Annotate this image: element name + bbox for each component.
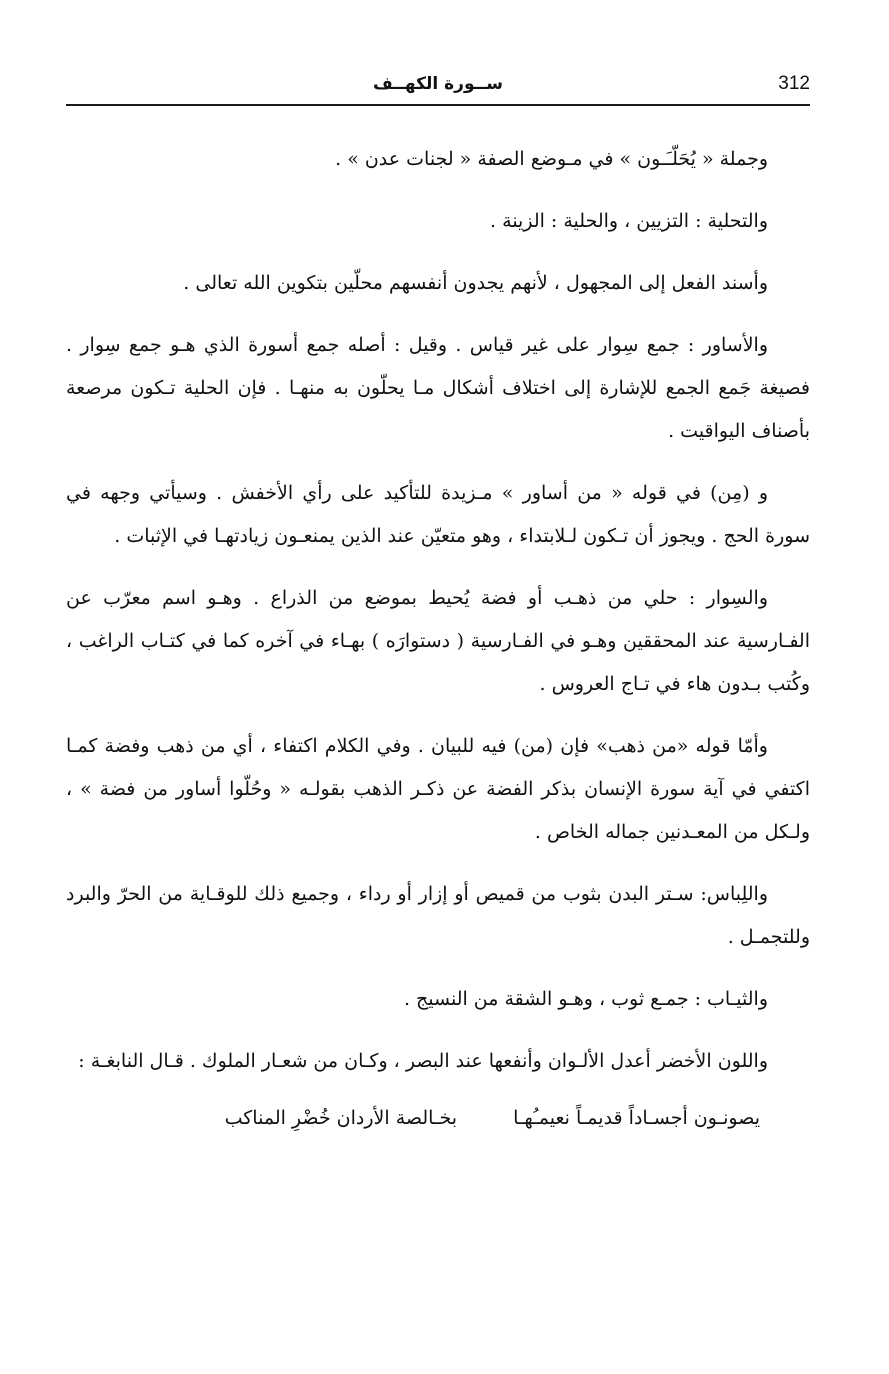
poetry-verse xyxy=(66,1097,810,1140)
verse-second-hemistich: بخـالصة الأردان خُضْرِ المناكب xyxy=(224,1107,458,1129)
paragraph-siwar: والسِوار : حلي من ذهـب أو فضة يُحيط بموضع من الذراع . وهـو اسم معرّب عن الفـارسية عند المحققين وهـو في الفـارسية ( دستوارَه ) بهـاء في آخره كما في كتـاب الراغب ، وكُتب بـدون هاء في تـاج العروس . xyxy=(66,587,810,695)
running-title: ســورة الكهــف xyxy=(373,74,503,94)
page-number: 312 xyxy=(778,73,810,94)
paragraph-passive-verb: وأسند الفعل إلى المجهول ، لأنهم يجدون أنفسهم محلّين بتكوين الله تعالى . xyxy=(183,272,768,294)
paragraph-yuhallawna: وجملة « يُحَلّـَـون » في مـوضع الصفة « لجنات عدن » . xyxy=(335,148,768,170)
paragraph-green-color: واللون الأخضر أعدل الألـوان وأنفعها عند البصر ، وكـان من شعـار الملوك . قـال النابغـة : xyxy=(78,1050,768,1072)
paragraph-asawir: والأساور : جمع سِوار على غير قياس . وقيل : أصله جمع أسورة الذي هـو جمع سِوار . فصيغة جَمع الجمع للإشارة إلى اختلاف أشكال مـا يحلّون به منهـا . فإن الحلية تـكون مرصعة بأصناف اليواقيت . xyxy=(66,334,810,442)
paragraph-min-dhahab: وأمّا قوله «من ذهب» فإن (من) فيه للبيان . وفي الكلام اكتفاء ، أي من ذهب وفضة كمـا اكتفي في آية سورة الإنسان بذكر الفضة عن ذكـر الذهب بقولـه « وحُلّوا أساور من فضة » ، ولـكل من المعـدنين جماله الخاص . xyxy=(66,735,810,843)
header-divider xyxy=(66,104,810,106)
page-body xyxy=(66,138,810,1140)
paragraph-libas: واللِباس: سـتر البدن بثوب من قميص أو إزار أو رداء ، وجميع ذلك للوقـاية من الحرّ والبرد وللتجمـل . xyxy=(66,883,810,948)
paragraph-min-particle: و (مِن) في قوله « من أساور » مـزيدة للتأكيد على رأي الأخفش . وسيأتي وجهه في سورة الحج . ويجوز أن تـكون لـلابتداء ، وهو متعيّن عند الذين يمنعـون زيادتهـا في الإثبات . xyxy=(66,482,810,547)
page-header xyxy=(66,70,810,104)
verse-first-hemistich: يصونـون أجسـاداً قديمـاً نعيمـُهـا xyxy=(513,1107,760,1129)
paragraph-tahliya: والتحلية : التزيين ، والحلية : الزينة . xyxy=(490,210,768,232)
paragraph-thiyab: والثيـاب : جمـع ثوب ، وهـو الشقة من النسيج . xyxy=(403,988,768,1010)
